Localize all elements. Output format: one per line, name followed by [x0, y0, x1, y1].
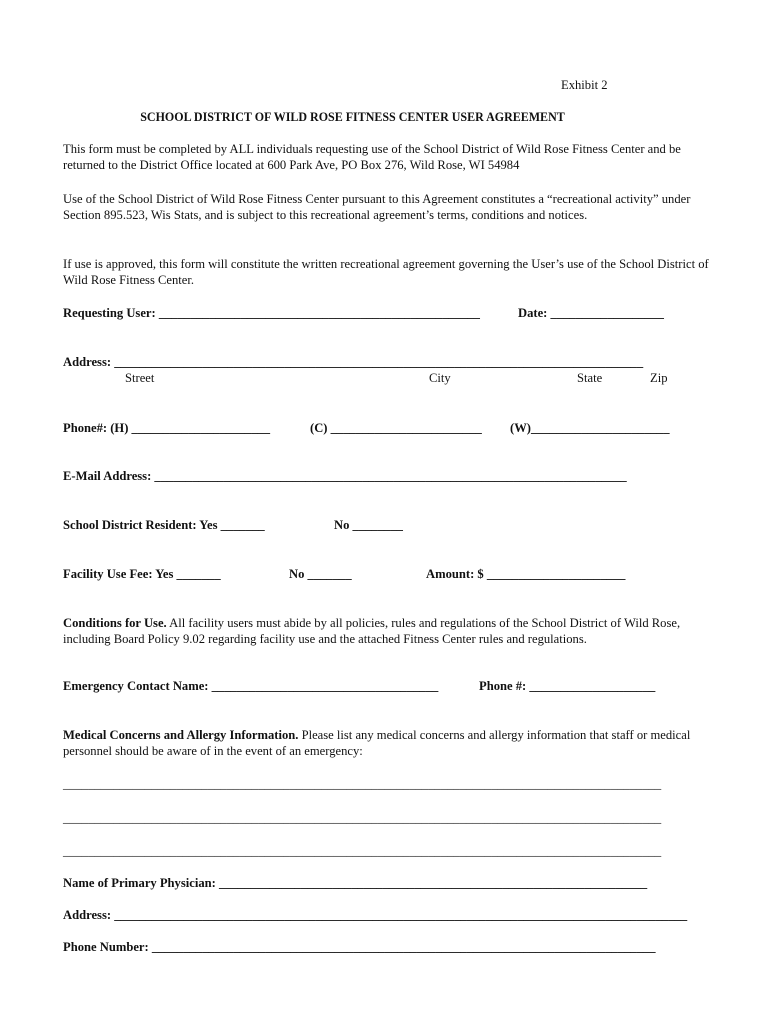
- fee-yes-field[interactable]: Facility Use Fee: Yes _______: [63, 567, 221, 581]
- conditions-heading: Conditions for Use.: [63, 616, 167, 630]
- conditions-text: All facility users must abide by all policies, rules and regulations of the School District of Wild Rose, including Board Policy 9.02 regarding facility use and the attached Fitness Center rules and regulations.: [63, 616, 681, 646]
- email-field[interactable]: E-Mail Address: ___________________________________________________________________________: [63, 469, 627, 483]
- fee-no-field[interactable]: No _______: [289, 567, 352, 581]
- medical-heading: Medical Concerns and Allergy Information.: [63, 728, 299, 742]
- physician-address-field[interactable]: Address: ___________________________________________________________________________________________: [63, 908, 688, 922]
- conditions-paragraph: [63, 615, 713, 647]
- medical-line-1[interactable]: _______________________________________________________________________________________________: [63, 777, 662, 791]
- page-title: SCHOOL DISTRICT OF WILD ROSE FITNESS CENTER USER AGREEMENT: [140, 110, 565, 124]
- intro-paragraph: This form must be completed by ALL individuals requesting use of the School District of Wild Rose Fitness Center and be returned to the District Office located at 600 Park Ave, PO Box 276, Wild Rose, WI 54984: [63, 142, 681, 172]
- medical-line-3[interactable]: _______________________________________________________________________________________________: [63, 844, 662, 858]
- fee-amount-field[interactable]: Amount: $ ______________________: [426, 567, 626, 581]
- resident-yes-field[interactable]: School District Resident: Yes _______: [63, 518, 265, 532]
- address-field[interactable]: Address: ____________________________________________________________________________________: [63, 355, 644, 369]
- address-street-label: Street: [125, 371, 155, 385]
- phone-work-field[interactable]: (W)______________________: [510, 421, 670, 435]
- exhibit-label: Exhibit 2: [561, 78, 608, 92]
- requesting-user-field[interactable]: Requesting User: ___________________________________________________: [63, 306, 480, 320]
- physician-name-field[interactable]: Name of Primary Physician: ____________________________________________________________________: [63, 876, 648, 890]
- medical-paragraph: [63, 727, 713, 759]
- emergency-contact-field[interactable]: Emergency Contact Name: ____________________________________: [63, 679, 439, 693]
- phone-cell-field[interactable]: (C) ________________________: [310, 421, 482, 435]
- emergency-phone-field[interactable]: Phone #: ____________________: [479, 679, 656, 693]
- address-zip-label: Zip: [650, 371, 668, 385]
- medical-text: Please list any medical concerns and allergy information that staff or medical personnel should be aware of in the event of an emergency:: [63, 728, 691, 758]
- recreational-activity-paragraph: Use of the School District of Wild Rose Fitness Center pursuant to this Agreement constitutes a “recreational activity” under Section 895.523, Wis Stats, and is subject to this recreational agreement’s terms, conditions and notices.: [63, 192, 691, 222]
- approval-paragraph: If use is approved, this form will constitute the written recreational agreement governing the User’s use of the School District of Wild Rose Fitness Center.: [63, 257, 709, 287]
- address-state-label: State: [577, 371, 603, 385]
- physician-phone-field[interactable]: Phone Number: ________________________________________________________________________________: [63, 940, 656, 954]
- phone-home-field[interactable]: Phone#: (H) ______________________: [63, 421, 271, 435]
- resident-no-field[interactable]: No ________: [334, 518, 403, 532]
- date-field[interactable]: Date: __________________: [518, 306, 664, 320]
- address-city-label: City: [429, 371, 451, 385]
- medical-line-2[interactable]: _______________________________________________________________________________________________: [63, 811, 662, 825]
